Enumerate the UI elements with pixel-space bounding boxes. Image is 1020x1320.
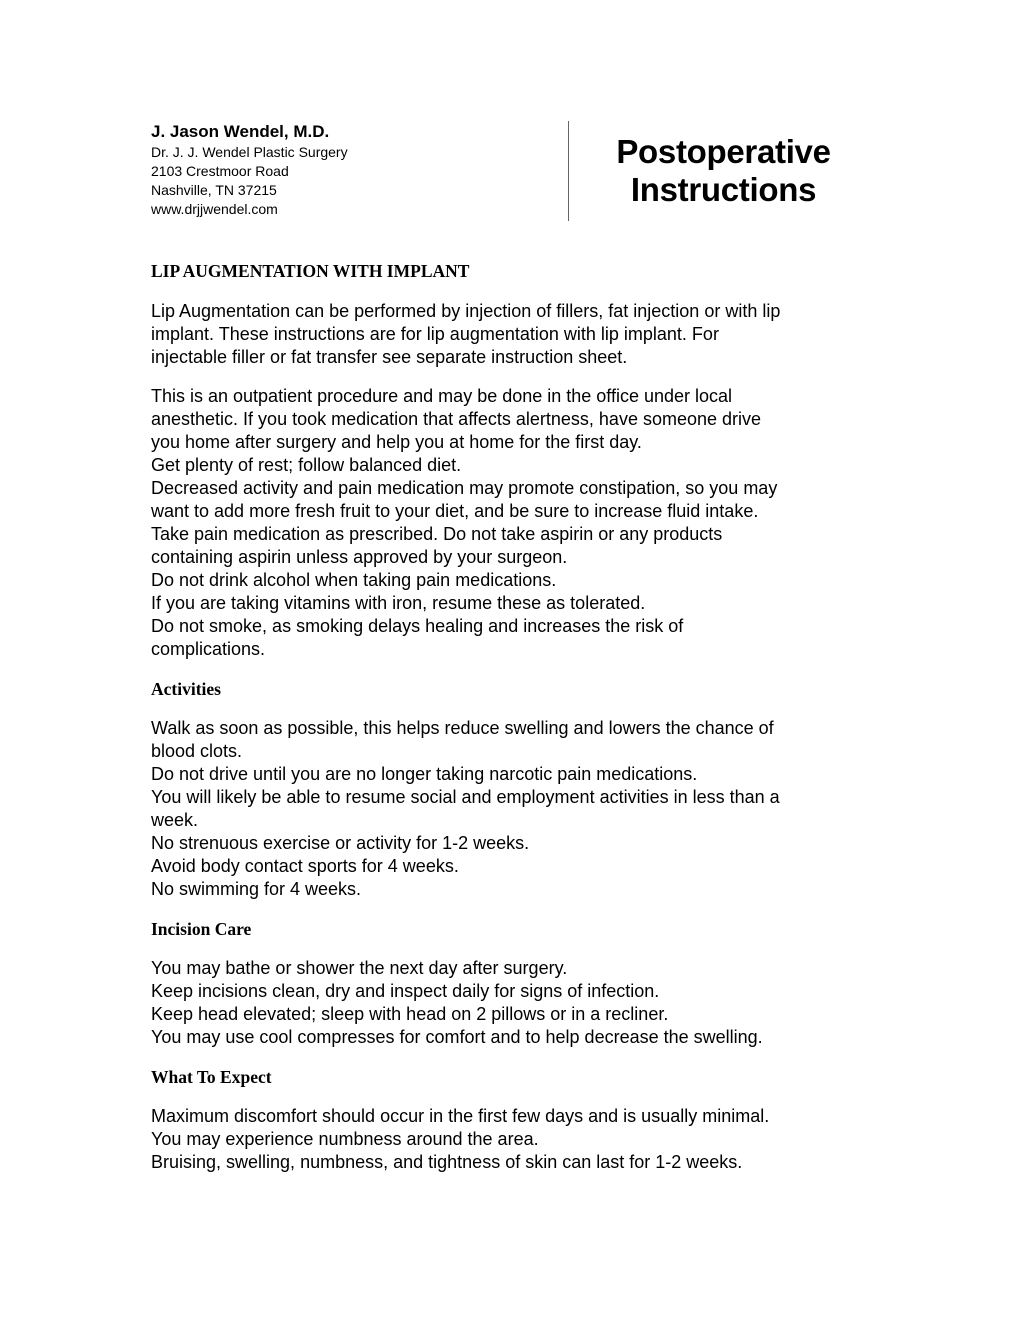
text-line: Lip Augmentation can be performed by injection of fillers, fat injection or with lip [151,301,781,321]
text-line: blood clots. [151,741,243,761]
doctor-name: J. Jason Wendel, M.D. [151,122,330,141]
text-line: Do not smoke, as smoking delays healing and increases the risk of [151,616,684,636]
text-line: you home after surgery and help you at home for the first day. [151,432,642,452]
city-state-zip: Nashville, TN 37215 [151,182,277,198]
text-line: You may use cool compresses for comfort and to help decrease the swelling. [151,1027,763,1047]
text-line: containing aspirin unless approved by your surgeon. [151,547,568,567]
text-line: Walk as soon as possible, this helps reduce swelling and lowers the chance of [151,718,774,738]
text-line: You will likely be able to resume social and employment activities in less than a [151,787,780,807]
header-divider [568,121,569,221]
procedure-title: LIP AUGMENTATION WITH IMPLANT [151,261,470,281]
activities-heading: Activities [151,679,221,699]
what-to-expect-list [151,1105,871,1174]
text-line: anesthetic. If you took medication that affects alertness, have someone drive [151,409,762,429]
text-line: week. [151,810,199,830]
instructions-body [151,259,871,1190]
contact-block [151,121,348,219]
title-line-1: Postoperative [616,133,831,170]
street-address: 2103 Crestmoor Road [151,163,289,179]
text-line: Keep incisions clean, dry and inspect daily for signs of infection. [151,981,660,1001]
incision-care-list [151,957,871,1049]
practice-name: Dr. J. J. Wendel Plastic Surgery [151,144,348,160]
text-line: Decreased activity and pain medication may promote constipation, so you may [151,478,778,498]
text-line: Avoid body contact sports for 4 weeks. [151,856,459,876]
intro-paragraph [151,300,871,369]
text-line: implant. These instructions are for lip augmentation with lip implant. For [151,324,719,344]
text-line: complications. [151,639,266,659]
general-instructions [151,385,871,661]
text-line: injectable filler or fat transfer see separate instruction sheet. [151,347,628,367]
website-link[interactable]: www.drjjwendel.com [151,201,278,217]
text-line: Take pain medication as prescribed. Do not take aspirin or any products [151,524,723,544]
what-to-expect-heading: What To Expect [151,1067,272,1087]
text-line: Bruising, swelling, numbness, and tightness of skin can last for 1-2 weeks. [151,1152,743,1172]
document-type-title [576,133,871,209]
text-line: Get plenty of rest; follow balanced diet. [151,455,462,475]
text-line: No strenuous exercise or activity for 1-2 weeks. [151,833,530,853]
text-line: No swimming for 4 weeks. [151,879,362,899]
text-line: Maximum discomfort should occur in the first few days and is usually minimal. [151,1106,770,1126]
letterhead [151,121,871,221]
text-line: This is an outpatient procedure and may be done in the office under local [151,386,733,406]
activities-list [151,717,871,901]
text-line: want to add more fresh fruit to your diet, and be sure to increase fluid intake. [151,501,759,521]
text-line: Do not drive until you are no longer taking narcotic pain medications. [151,764,698,784]
incision-care-heading: Incision Care [151,919,252,939]
text-line: Do not drink alcohol when taking pain medications. [151,570,557,590]
title-line-2: Instructions [630,171,817,208]
text-line: You may bathe or shower the next day after surgery. [151,958,568,978]
text-line: Keep head elevated; sleep with head on 2 pillows or in a recliner. [151,1004,669,1024]
text-line: If you are taking vitamins with iron, resume these as tolerated. [151,593,646,613]
text-line: You may experience numbness around the area. [151,1129,539,1149]
